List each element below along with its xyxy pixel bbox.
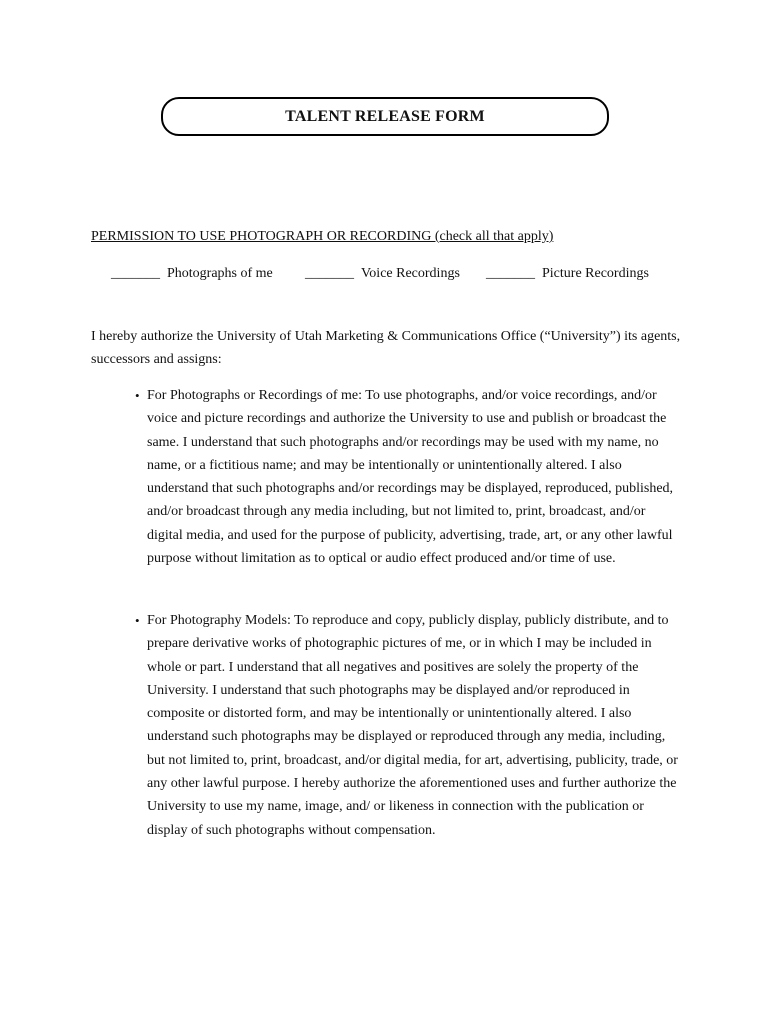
bullet-photography-models <box>135 609 680 842</box>
form-title-box <box>161 97 609 136</box>
option-picture-recordings[interactable] <box>486 266 649 282</box>
bullet-text: For Photographs or Recordings of me: To use photographs, and/or voice recordings, and/or voice and picture recordings and authorize the University to use and publish or broadcast the same. I understand that such photographs and/or recordings may be used with my name, no name, or a fictitious name; and may be intentionally or unintentionally altered. I also understand that such photographs and/or recordings may be displayed, reproduced, published, and/or broadcast through any media including, but not limited to, print, broadcast, and/or digital media, and used for the purpose of publicity, advertising, trade, art, or any other lawful purpose without limitation as to optical or audio effect produced and/or time of use. <box>147 388 674 567</box>
bullet-text: For Photography Models: To reproduce and copy, publicly display, publicly distribute, and to prepare derivative works of photographic pictures of me, or in which I may be included in whole or part. I understand that all negatives and positives are solely the property of the University. I understand that such photographs may be displayed and/or reproduced in composite or distorted form, and may be intentionally or unintentionally altered. I also understand such photographs may be displayed or reproduced through any media, including, but not limited to, print, broadcast, and/or digital media, for art, advertising, publicity, trade, or any other lawful purpose. I hereby authorize the aforementioned uses and further authorize the University to use my name, image, and/ or likeness in connection with the publication or display of such photographs without compensation. <box>147 613 678 838</box>
permission-heading: PERMISSION TO USE PHOTOGRAPH OR RECORDING (check all that apply) <box>91 229 554 244</box>
bullet-photographs-recordings <box>135 384 680 570</box>
option-label: Photographs of me <box>167 266 273 281</box>
authorization-intro: I hereby authorize the University of Utah Marketing & Communications Office (“University”) its agents, successors and assigns: <box>91 329 681 367</box>
option-label: Picture Recordings <box>542 266 649 281</box>
option-blank[interactable]: _______ <box>486 266 535 281</box>
bullet-marker: • <box>135 388 140 403</box>
option-label: Voice Recordings <box>361 266 460 281</box>
form-title: TALENT RELEASE FORM <box>285 107 485 125</box>
option-blank[interactable]: _______ <box>305 266 354 281</box>
option-voice-recordings[interactable] <box>305 266 460 282</box>
option-photographs[interactable] <box>111 266 273 282</box>
bullet-marker: • <box>135 613 140 628</box>
option-blank[interactable]: _______ <box>111 266 160 281</box>
